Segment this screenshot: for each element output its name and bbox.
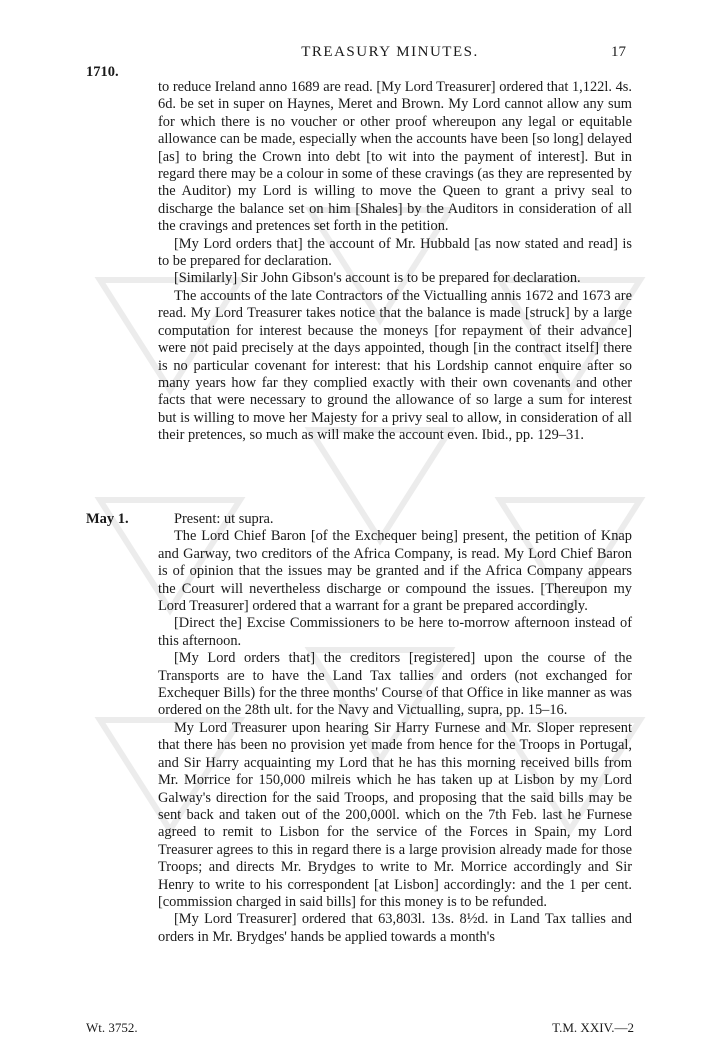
paragraph: [My Lord orders that] the creditors [registered] upon the course of the Transports are to have the Land Tax tallies and orders (not exchanged for Exchequer Bills) for the three months' Course of that Office in like manner as was ordered on the 28th ult. for the Navy and Victualling, supra, pp. 15–16. xyxy=(158,650,632,719)
margin-year: 1710. xyxy=(86,64,119,80)
page-number: 17 xyxy=(611,44,626,60)
paragraph: The Lord Chief Baron [of the Exchequer being] present, the petition of Knap and Garway, two creditors of the Africa Company, is read. My Lord Chief Baron is of opinion that the issues may be granted and if the Africa Company appears the Court will nevertheless discharge or compound the issues. [Thereupon my Lord Treasurer] ordered that a warrant for a grant be prepared accordingly. xyxy=(158,528,632,615)
paragraph: The accounts of the late Contractors of the Victualling annis 1672 and 1673 are read. My Lord Treasurer takes notice that the balance is made [struck] by a large computation for interest because the moneys [for repayment of their advance] were not paid precisely at the days appointed, though [in the contract itself] there is no particular covenant for interest: that his Lordship cannot enquire after so many years how far they complied exactly with their own covenants and other facts that were necessary to ground the allowance of so large a sum for interest but is willing to move her Majesty for a privy seal to allow, in consideration of all their pretences, so much as will make the account even. Ibid., pp. 129–31. xyxy=(158,287,632,444)
paragraph: Present: ut supra. xyxy=(174,511,274,527)
paragraph: [My Lord orders that] the account of Mr. Hubbald [as now stated and read] is to be prepared for declaration. xyxy=(158,235,632,270)
print-code: Wt. 3752. xyxy=(86,1020,138,1035)
paragraph: [Direct the] Excise Commissioners to be here to-morrow afternoon instead of this afternoon. xyxy=(158,615,632,649)
running-title: TREASURY MINUTES. xyxy=(301,44,479,60)
paragraph: [Similarly] Sir John Gibson's account is to be prepared for declaration. xyxy=(174,270,581,287)
minute-section-2 xyxy=(158,511,632,946)
paragraph: [My Lord Treasurer] ordered that 63,803l. 13s. 8½d. in Land Tax tallies and orders in Mr. Brydges' hands be applied towards a month's xyxy=(158,911,632,945)
paragraph: My Lord Treasurer upon hearing Sir Harry Furnese and Mr. Sloper represent that there has been no provision yet made from hence for the Troops in Portugal, and Sir Harry acquainting my Lord that he has this morning received bills from Mr. Morrice for 150,000 milreis which he has taken up at Lisbon by my Lord Galway's direction for the said Troops, and proposing that the said bills may be sent back and taken out of the 200,000l. which on the 7th Feb. last he Furnese agreed to remit to Lisbon for the service of the Forces in Spain, my Lord Treasurer agrees to this in regard there is a large provision already made for those Troops; and directs Mr. Brydges to write to Mr. Morrice accordingly and Sir Henry to write to his correspondent [at Lisbon] accordingly: and the 1 per cent. [commission charged in said bills] for this money is to be refunded. xyxy=(158,719,632,910)
minute-section-1 xyxy=(158,79,632,445)
margin-date: May 1. xyxy=(86,511,129,527)
signature-mark: T.M. XXIV.—2 xyxy=(552,1020,634,1035)
running-header xyxy=(150,44,630,68)
paragraph: to reduce Ireland anno 1689 are read. [My Lord Treasurer] ordered that 1,122l. 4s. 6d. be set in super on Haynes, Meret and Brown. My Lord cannot allow any sum for which there is no voucher or other proof whereupon any legal or equitable allowance can be made, especially when the accounts have been [so long] delayed [as] to bring the Crown into debt [to wit into the payment of interest]. But in regard there may be a colour in some of these cravings (as they are represented by the Auditor) my Lord is willing to move the Queen to grant a privy seal to discharge the balance set on him [Shales] by the Auditors in consideration of all the cravings and pretences set forth in the petition. xyxy=(158,79,632,235)
